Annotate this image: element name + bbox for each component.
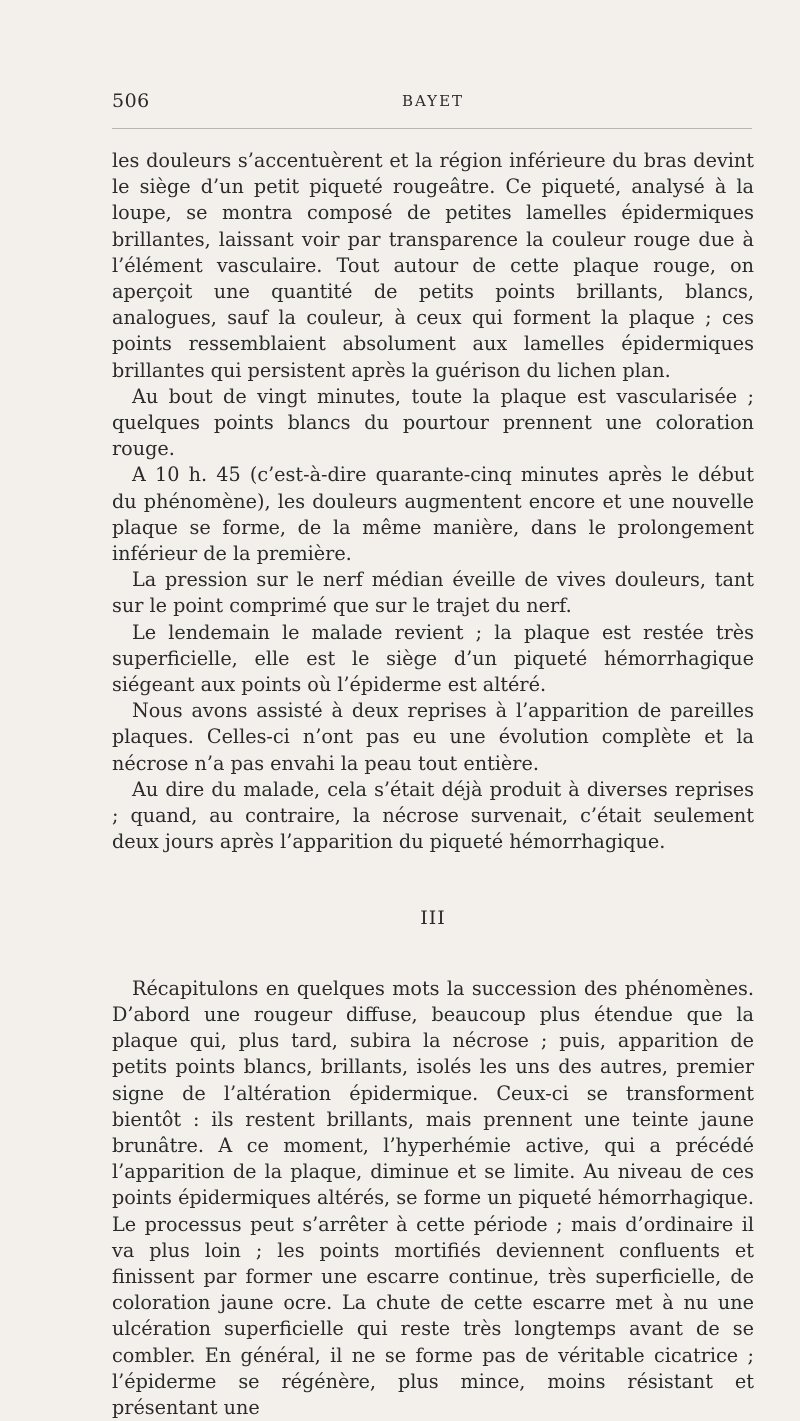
paragraph: La pression sur le nerf médian éveille de vives douleurs, tant sur le point comprimé que sur le trajet du nerf. bbox=[112, 568, 754, 618]
paragraph: Récapitulons en quelques mots la succession des phénomènes. D’abord une rougeur diffuse, beaucoup plus étendue que la plaque qui, plus tard, subira la nécrose ; puis, apparition de petits points blancs, brillants, isolés les uns des autres, premier signe de l’altération épidermique. Ceux-ci se transforment bientôt : ils restent brillants, mais prennent une teinte jaune brunâtre. A ce moment, l’hyperhémie active, qui a précédé l’apparition de la plaque, diminue et se limite. Au niveau de ces points épidermiques altérés, se forme un piqueté hémorrhagique. Le processus peut s’arrêter à cette période ; mais d’ordinaire il va plus loin ; les points mortifiés deviennent confluents et finissent par former une escarre continue, très superficielle, de coloration jaune ocre. La chute de cette escarre met à nu une ulcération superficielle qui reste très longtemps avant de se combler. En général, il ne se forme pas de véritable cicatrice ; l’épiderme se régénère, plus mince, moins résistant et présentant une bbox=[112, 976, 754, 1419]
paragraph: Nous avons assisté à deux reprises à l’apparition de pareilles plaques. Celles-ci n’ont pas eu une évolution complète et la nécrose n’a pas envahi la peau tout entière. bbox=[112, 699, 754, 775]
page-number: 506 bbox=[112, 90, 150, 112]
body-text bbox=[112, 148, 754, 1421]
running-title: BAYET bbox=[401, 92, 465, 110]
header-rule bbox=[112, 128, 752, 129]
running-head bbox=[112, 90, 754, 116]
paragraph: les douleurs s’accentuèrent et la région inférieure du bras devint le siège d’un petit piqueté rougeâtre. Ce piqueté, analysé à la loupe, se montra composé de petites lamelles épidermiques brillantes, laissant voir par transparence la couleur rouge due à l’élément vasculaire. Tout autour de cette plaque rouge, on aperçoit une quantité de petits points brillants, blancs, analogues, sauf la couleur, à ceux qui forment la plaque ; ces points ressemblaient absolument aux lamelles épidermiques brillantes qui persistent après la guérison du lichen plan. bbox=[112, 149, 754, 382]
paragraph: Au dire du malade, cela s’était déjà produit à diverses reprises ; quand, au contraire, la nécrose survenait, c’était seulement deux jours après l’apparition du piqueté hémorrhagique. bbox=[112, 777, 754, 854]
paragraph: Au bout de vingt minutes, toute la plaque est vascularisée ; quelques points blancs du pourtour prennent une coloration rouge. bbox=[112, 384, 754, 461]
paragraph: A 10 h. 45 (c’est-à-dire quarante-cinq minutes après le début du phénomène), les douleurs augmentent encore et une nouvelle plaque se forme, de la même manière, dans le prolongement inférieur de la première. bbox=[112, 463, 754, 566]
section-heading: III bbox=[420, 907, 446, 930]
paragraph: Le lendemain le malade revient ; la plaque est restée très superficielle, elle est le siège d’un piqueté hémorrhagique siégeant aux points où l’épiderme est altéré. bbox=[112, 620, 754, 697]
